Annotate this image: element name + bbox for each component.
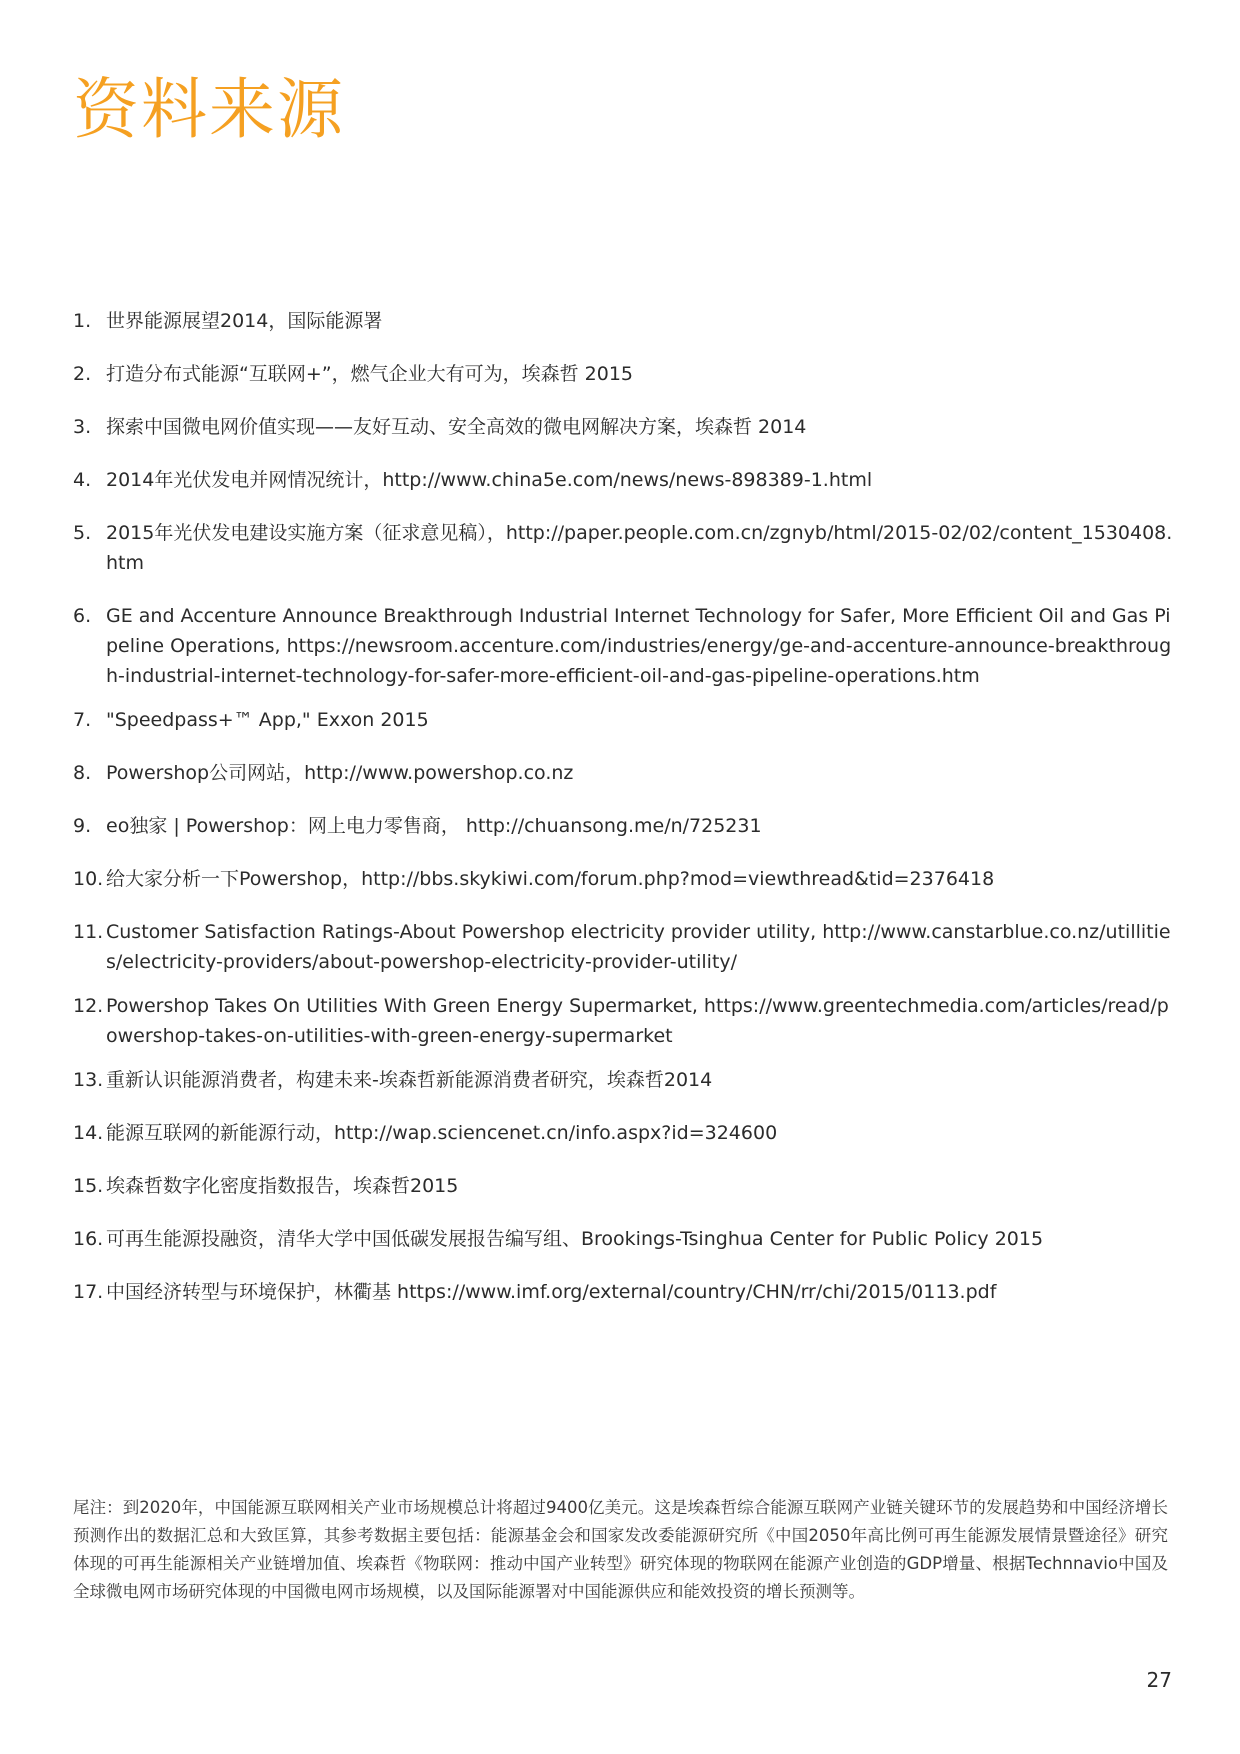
page-title: 资料来源 (73, 71, 345, 148)
reference-text: 埃森哲数字化密度指数报告，埃森哲2015 (106, 1175, 459, 1197)
reference-list (73, 306, 1173, 1330)
reference-text: 能源互联网的新能源行动，http://wap.sciencenet.cn/info.aspx?id=324600 (106, 1122, 778, 1144)
reference-text: 打造分布式能源“互联网+”，燃气企业大有可为，埃森哲 2015 (106, 363, 634, 385)
reference-text: 2015年光伏发电建设实施方案（征求意见稿），http://paper.people.com.cn/zgnyb/html/2015-02/02/content_1530408.htm (106, 522, 1173, 574)
reference-number: 16. (73, 1228, 104, 1250)
reference-text: eo独家 | Powershop：网上电力零售商， http://chuansong.me/n/725231 (106, 815, 762, 837)
reference-text: 探索中国微电网价值实现——友好互动、安全高效的微电网解决方案，埃森哲 2014 (106, 416, 807, 438)
reference-item (73, 705, 1173, 735)
reference-number: 1. (73, 310, 92, 332)
reference-item (73, 811, 1173, 841)
reference-text: 给大家分析一下Powershop，http://bbs.skykiwi.com/forum.php?mod=viewthread&tid=2376418 (106, 868, 995, 890)
reference-text: 世界能源展望2014，国际能源署 (106, 310, 383, 332)
reference-number: 11. (73, 921, 104, 943)
reference-number: 3. (73, 416, 92, 438)
reference-number: 2. (73, 363, 92, 385)
reference-item (73, 1277, 1173, 1307)
reference-text: Powershop Takes On Utilities With Green Energy Supermarket, https://www.greentechmedia.com/articles/read/powershop-takes-on-utilities-with-green-energy-supermarket (106, 995, 1169, 1047)
reference-item (73, 917, 1173, 977)
reference-text: Customer Satisfaction Ratings-About Powershop electricity provider utility, http://www.canstarblue.co.nz/utillities/electricity-providers/about-powershop-electricity-provider-utility/ (106, 921, 1171, 973)
reference-number: 13. (73, 1069, 104, 1091)
reference-item (73, 601, 1173, 691)
reference-number: 7. (73, 709, 92, 731)
reference-text: 重新认识能源消费者，构建未来-埃森哲新能源消费者研究，埃森哲2014 (106, 1069, 713, 1091)
reference-number: 9. (73, 815, 92, 837)
reference-number: 8. (73, 762, 92, 784)
reference-number: 17. (73, 1281, 104, 1303)
reference-item (73, 1065, 1173, 1095)
reference-number: 15. (73, 1175, 104, 1197)
reference-item (73, 518, 1173, 578)
reference-text: Powershop公司网站，http://www.powershop.co.nz (106, 762, 574, 784)
page-number: 27 (1146, 1668, 1172, 1692)
reference-item (73, 864, 1173, 894)
reference-text: 中国经济转型与环境保护，林衢基 https://www.imf.org/external/country/CHN/rr/chi/2015/0113.pdf (106, 1281, 997, 1303)
reference-text: 2014年光伏发电并网情况统计，http://www.china5e.com/news/news-898389-1.html (106, 469, 873, 491)
reference-text: "Speedpass+™ App," Exxon 2015 (106, 709, 429, 731)
reference-item (73, 412, 1173, 442)
reference-number: 4. (73, 469, 92, 491)
reference-item (73, 306, 1173, 336)
reference-item (73, 1224, 1173, 1254)
reference-number: 6. (73, 605, 92, 627)
reference-item (73, 758, 1173, 788)
reference-number: 10. (73, 868, 104, 890)
reference-item (73, 1171, 1173, 1201)
reference-item (73, 465, 1173, 495)
reference-item (73, 359, 1173, 389)
reference-item (73, 991, 1173, 1051)
reference-number: 5. (73, 522, 92, 544)
reference-item (73, 1118, 1173, 1148)
endnote: 尾注：到2020年，中国能源互联网相关产业市场规模总计将超过9400亿美元。这是埃森哲综合能源互联网产业链关键环节的发展趋势和中国经济增长预测作出的数据汇总和大致匡算，其参考数据主要包括：能源基金会和国家发改委能源研究所《中国2050年高比例可再生能源发展情景暨途径》研究体现的可再生能源相关产业链增加值、埃森哲《物联网：推动中国产业转型》研究体现的物联网在能源产业创造的GDP增量、根据Technnavio中国及全球微电网市场研究体现的中国微电网市场规模，以及国际能源署对中国能源供应和能效投资的增长预测等。 (73, 1498, 1168, 1601)
reference-text: GE and Accenture Announce Breakthrough Industrial Internet Technology for Safer, More Efficient Oil and Gas Pipeline Operations, https://newsroom.accenture.com/industries/energy/ge-and-accenture-announce-breakthrough-industrial-internet-technology-for-safer-more-efficient-oil-and-gas-pipeline-operations.htm (106, 605, 1172, 687)
reference-number: 12. (73, 995, 104, 1017)
reference-text: 可再生能源投融资，清华大学中国低碳发展报告编写组、Brookings-Tsinghua Center for Public Policy 2015 (106, 1228, 1044, 1250)
reference-number: 14. (73, 1122, 104, 1144)
